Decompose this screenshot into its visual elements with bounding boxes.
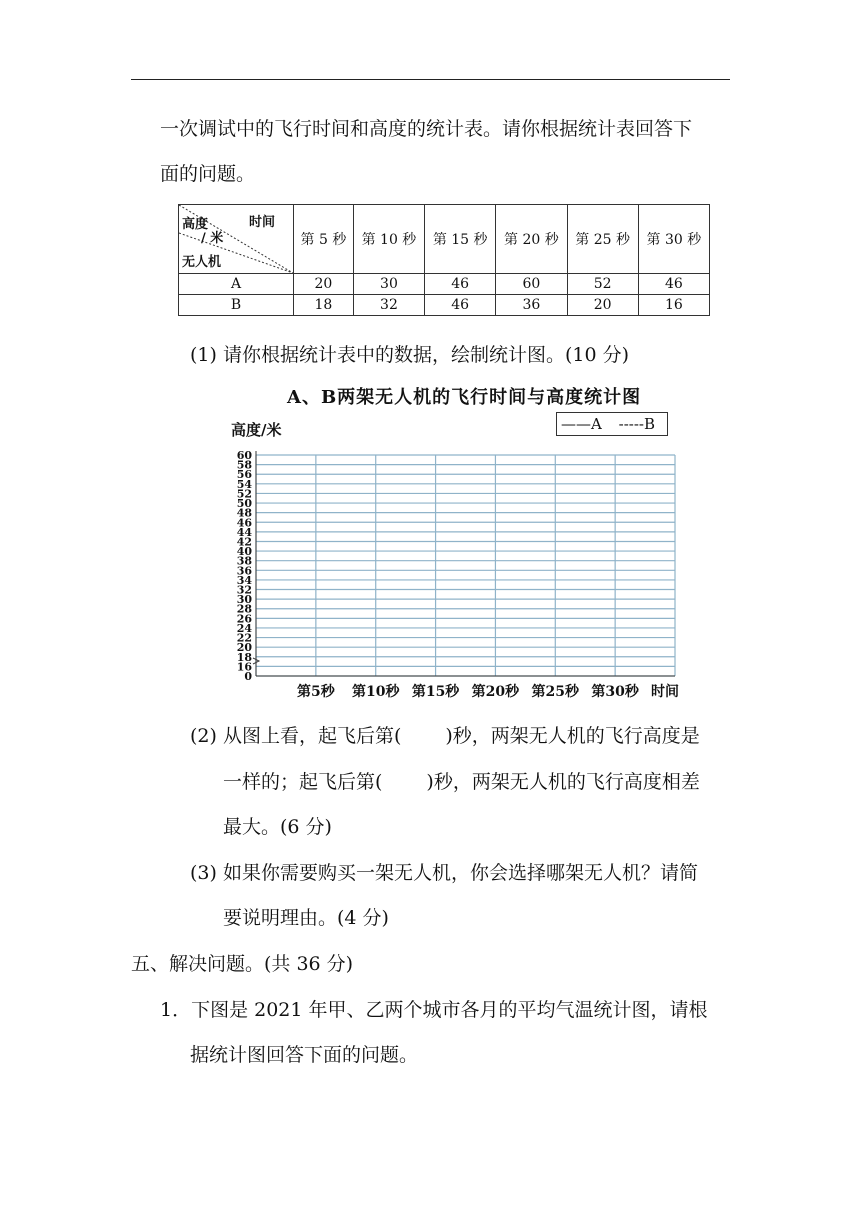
y-tick-label: 54 [236,477,252,491]
table-cell: 46 [425,274,496,295]
row-label: A [179,274,294,295]
problem-1-line-1: 1．下图是 2021 年甲、乙两个城市各月的平均气温统计图，请根 [160,999,708,1021]
question-2-line-1 [190,724,700,748]
section-5-heading: 五、解决问题。(共 36 分) [131,953,354,975]
table-cell: 20 [567,295,638,316]
y-tick-label: 52 [236,487,252,501]
table-cell: 16 [638,295,709,316]
legend-item-a: ——A [561,415,602,433]
y-tick-label: 18 [236,650,252,664]
question-2-line-2 [223,770,700,794]
intro-line-2: 面的问题。 [160,163,256,185]
y-tick-label: 22 [236,631,252,645]
q2-text: )秒，两架无人机的飞行高度是 [445,725,700,747]
chart-title: A、B两架无人机的飞行时间与高度统计图 [287,387,642,408]
x-tick-label: 第30秒 [591,684,639,700]
y-tick-label: 46 [236,516,252,530]
problem-1-line-2: 据统计图回答下面的问题。 [190,1044,419,1066]
y-axis-label: 高度/米 [231,421,282,439]
y-tick-label: 56 [236,468,252,482]
column-header: 第 10 秒 [353,205,424,274]
corner-unit-label: / 米 [201,231,224,246]
intro-line-1: 一次调试中的飞行时间和高度的统计表。请你根据统计表回答下 [160,118,693,140]
y-tick-label: 24 [236,621,252,635]
question-1: (1) 请你根据统计表中的数据，绘制统计图。(10 分) [190,344,629,366]
y-tick-label: 58 [236,458,252,472]
q2-text: )秒，两架无人机的飞行高度相差 [426,771,700,793]
y-tick-label: 34 [236,573,252,587]
table-cell: 30 [353,274,424,295]
y-tick-label: 42 [236,535,252,549]
table-cell: 46 [638,274,709,295]
row-label: B [179,295,294,316]
table-cell: 20 [294,274,354,295]
y-tick-label: 32 [236,583,252,597]
table-cell: 60 [496,274,567,295]
legend-item-b: -----B [618,415,655,433]
x-tick-label: 第5秒 [296,684,335,700]
x-tick-label: 第20秒 [471,684,520,700]
column-header: 第 25 秒 [567,205,638,274]
y-tick-label: 16 [236,660,252,674]
column-header: 第 20 秒 [496,205,567,274]
corner-time-label: 时间 [249,215,276,230]
question-3-line-1: (3) 如果你需要购买一架无人机，你会选择哪架无人机？请简 [190,862,698,884]
corner-drone-label: 无人机 [182,255,222,270]
x-tick-label: 第10秒 [351,684,400,700]
y-tick-label: 38 [236,554,252,568]
y-tick-label: 28 [236,602,252,616]
y-tick-label: 20 [236,641,252,655]
y-tick-label: 0 [244,670,252,683]
column-header: 第 5 秒 [294,205,354,274]
column-header: 第 15 秒 [425,205,496,274]
question-2-line-3: 最大。(6 分) [223,816,332,838]
question-3-line-2: 要说明理由。(4 分) [223,907,389,929]
x-tick-label: 第15秒 [411,684,460,700]
table-cell: 36 [496,295,567,316]
x-axis-label: 时间 [651,684,679,700]
y-tick-label: 60 [236,449,252,462]
corner-height-label: 高度 [182,217,209,232]
y-tick-label: 50 [236,497,252,511]
y-tick-label: 36 [236,564,252,578]
table-cell: 32 [353,295,424,316]
y-tick-label: 40 [236,545,252,559]
y-tick-label: 44 [236,525,252,539]
y-tick-label: 48 [236,506,252,520]
x-tick-label: 第25秒 [531,684,580,700]
column-header: 第 30 秒 [638,205,709,274]
table-cell: 18 [294,295,354,316]
table-cell: 52 [567,274,638,295]
y-tick-label: 26 [236,612,252,626]
table-cell: 46 [425,295,496,316]
y-tick-label: 30 [236,593,252,607]
q2-text: (2) 从图上看，起飞后第( [190,725,402,747]
q2-text: 一样的；起飞后第( [223,771,383,793]
